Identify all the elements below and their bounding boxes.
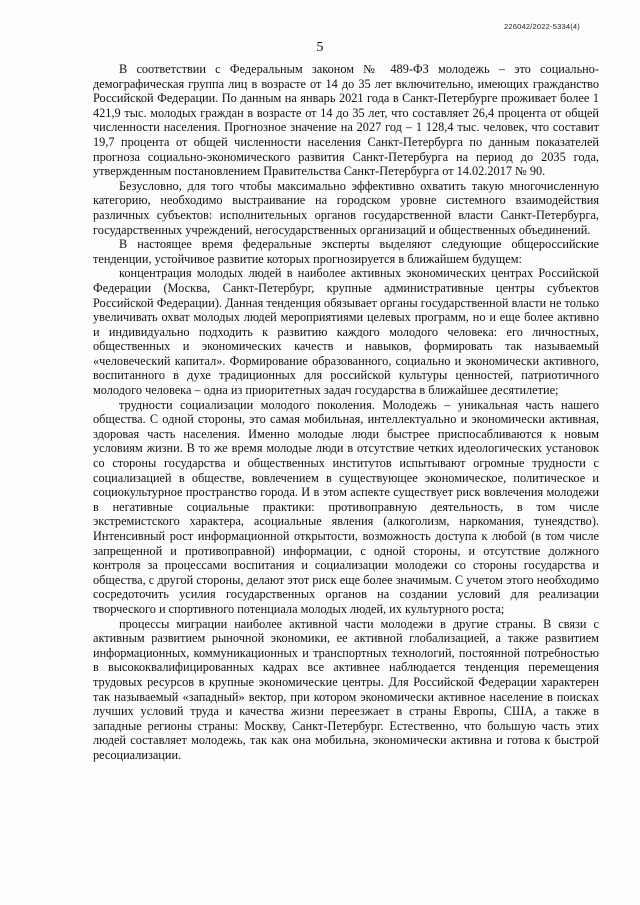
page-number: 5 — [316, 40, 324, 55]
paragraph-migration: процессы миграции наиболее активной части молодежи в другие страны. В связи с активным развитием рыночной экономики, ее активной глобализацией, а также развитием информационных, коммуникационных и транспортных технологий, постоянной потребностью в высококвалифицированных кадрах все активнее наблюдается тенденция перемещения трудовых ресурсов в крупные экономические центры. Для Российской Федерации характерен так называемый «западный» вектор, при котором экономически активное население в поисках лучших условий труда и качества жизни переезжает в страны Европы, США, а также в западные регионы страны: Москву, Санкт-Петербург. Естественно, что большую часть этих людей составляет молодежь, так как она мобильна, экономически активна и готова к быстрой ресоциализации. — [93, 616, 599, 762]
paragraph-trends-intro: В настоящее время федеральные эксперты выделяют следующие общероссийские тенденции, устойчивое развитие которых прогнозируется в ближайшем будущем: — [93, 237, 599, 266]
paragraph-interaction: Безусловно, для того чтобы максимально эффективно охватить такую многочисленную категорию, необходимо выстраивание на городском уровне системного взаимодействия различных субъектов: исполнительных органов государственной власти Санкт-Петербурга, государственных учреждений, негосударственных организаций и общественных объединений. — [93, 178, 599, 237]
paragraph-youth-definition: В соответствии с Федеральным законом № 489-ФЗ молодежь – это социально-демографическая группа лиц в возрасте от 14 до 35 лет включительно, имеющих гражданство Российской Федерации. По данным на январь 2021 года в Санкт-Петербурге проживает более 1 421,9 тыс. молодых граждан в возрасте от 14 до 35 лет, что составляет 26,4 процента от общей численности населения. Прогнозное значение на 2027 год – 1 128,4 тыс. человек, что составит 19,7 процента от общей численности населения Санкт-Петербурга по данным показателей прогноза социально-экономического развития Санкт-Петербурга на период до 2035 года, утвержденным постановлением Правительства Санкт-Петербурга от 14.02.2017 № 90. — [93, 62, 599, 179]
document-registration-number: 226042/2022-5334(4) — [504, 22, 580, 31]
paragraph-socialization: трудности социализации молодого поколения. Молодежь – уникальная часть нашего общества. С одной стороны, это самая мобильная, интеллектуально и экономически активная, здоровая часть населения. Именно молодые люди быстрее приспосабливаются к новым условиям жизни. В то же время молодые люди в отсутствие четких идеологических установок со стороны государства и общественных институтов испытывают огромные трудности с социализацией в обществе, вовлечением в существующее экономическое, политическое и социокультурное пространство города. И в этом аспекте существует риск вовлечения молодежи в негативные социальные практики: противоправную деятельность, в том числе экстремистского характера, асоциальные явления (алкоголизм, наркомания, тунеядство). Интенсивный рост информационной открытости, возможность доступа к любой (в том числе запрещенной и противоправной) информации, с одной стороны, и отсутствие должного контроля за процессами воспитания и социализации молодежи со стороны государства и общества, с другой стороны, делают этот риск еще более значимым. С учетом этого необходимо сосредоточить усилия государственных органов на создании условий для реализации творческого и спортивного потенциала молодых людей, их культурного роста; — [93, 397, 599, 616]
paragraph-concentration: концентрация молодых людей в наиболее активных экономических центрах Российской Федерации (Москва, Санкт-Петербург, крупные административные центры субъектов Российской Федерации). Данная тенденция обязывает органы государственной власти не только увеличивать охват молодых людей мероприятиями целевых программ, но и еще более активно и индивидуально подходить к развитию каждого молодого человека: его личностных, общественных и экономических качеств и навыков, формировать так называемый «человеческий капитал». Формирование образованного, социально и экономически активного, воспитанного в духе традиционных для российской культуры ценностей, патриотичного молодого человека – одна из приоритетных задач государства в ближайшее десятилетие; — [93, 266, 599, 398]
document-body — [93, 62, 599, 763]
